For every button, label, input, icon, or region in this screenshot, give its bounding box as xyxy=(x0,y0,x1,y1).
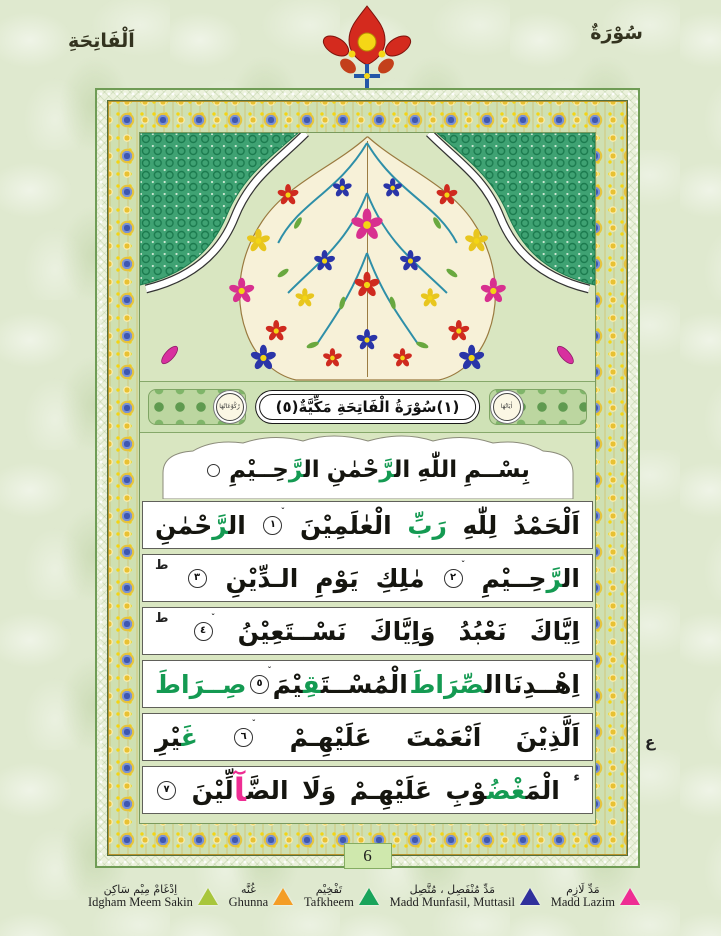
legend-english-label: Ghunna xyxy=(228,895,269,910)
tajweed-triangle-icon xyxy=(359,888,379,905)
tajweed-triangle-icon xyxy=(620,888,640,905)
legend-english-label: Madd Munfasil, Muttasil xyxy=(389,895,515,910)
legend-arabic-label: غُنَّه xyxy=(240,883,256,896)
verse-line-5: اَلَّذِيْنَ اَنْعَمْتَ عَلَيْهِـمْ ٦ غَ‍ ‍يْرِ xyxy=(142,713,593,761)
verse-line-4: اِهْــدِنَا ال‍ ‍صِّرَاطَ الْمُسْــتَ‍ ‍قِ‍ ‍يْمَ ٥ صِــرَاطَ xyxy=(142,660,593,708)
verse-line-3: اِيَّاكَ نَعْبُدُ وَاِيَّاكَ نَسْــتَعِيْنُ ٤ ط xyxy=(142,607,593,655)
legend-item-tafkheem xyxy=(304,884,379,910)
legend-english-label: Madd Lazim xyxy=(550,895,615,910)
surah-title-band xyxy=(140,381,595,433)
tajweed-triangle-icon xyxy=(520,888,540,905)
page-header-surah-word: سُوْرَةٌ xyxy=(590,22,643,44)
legend-item-ghunna xyxy=(229,884,294,910)
legend-english-label: Idgham Meem Sakin xyxy=(88,895,193,910)
legend-item-madd-lazim xyxy=(551,884,640,910)
legend-item-idgham-meem-sakin xyxy=(88,884,218,910)
legend-arabic-label: مَدِّ مُنْفَصِل ، مُتَّصِل xyxy=(409,883,495,896)
verse-line-1: اَلْحَمْدُ لِلّٰهِ رَبِّ الْعٰلَمِيْنَ ١ ال‍ ‍رَّ حْمٰنِ xyxy=(142,501,593,549)
ruku-margin-marker: ع xyxy=(645,733,656,751)
tajweed-triangle-icon xyxy=(198,888,218,905)
legend-arabic-label: مَدِّ لَازِم xyxy=(566,883,600,896)
bismillah-text: بِسْــمِ اللّٰهِ ال‍ ‍رَّ حْمٰنِ ال‍ ‍رَّ حِــيْمِ xyxy=(140,433,595,499)
header-dome-ornament xyxy=(140,133,595,381)
ornamental-frame xyxy=(95,88,640,868)
page-header-surah-name: اَلْفَاتِحَةِ xyxy=(68,30,135,52)
legend-arabic-label: اِدْغَامْ مِيْم سَاكِن xyxy=(103,883,178,896)
bismillah-zone xyxy=(140,433,595,499)
verses-block xyxy=(142,501,593,814)
ayat-count-medallion: اٰيَاتُهَا xyxy=(493,393,521,421)
verse-line-6: ء الْمَ‍ ‍غْضُ‍ ‍وْبِ عَلَيْهِـمْ وَلَا الضَّ‍ ‍آ لِّيْنَ ٧ xyxy=(142,766,593,814)
ruku-count-medallion: رُكُوْعَاتُهَا xyxy=(216,393,244,421)
legend-arabic-label: تَفْخِيْم xyxy=(315,883,343,896)
top-finial-ornament xyxy=(292,4,442,90)
verse-line-2: ال‍ ‍رَّ حِــيْمِ ٢ مٰلِكِ يَوْمِ الـدِّيْنِ ٣ ط xyxy=(142,554,593,602)
tajweed-legend xyxy=(88,884,640,910)
page-number: 6 xyxy=(344,843,392,869)
legend-item-madd-munfasil-muttasil xyxy=(390,884,540,910)
tajweed-triangle-icon xyxy=(273,888,293,905)
surah-title-cartouche: (١)سُوْرَةُ الْفَاتِحَةِ مَكِّيَّةٌ(٥) xyxy=(259,394,477,420)
text-field xyxy=(139,132,596,824)
legend-english-label: Tafkheem xyxy=(304,895,354,910)
